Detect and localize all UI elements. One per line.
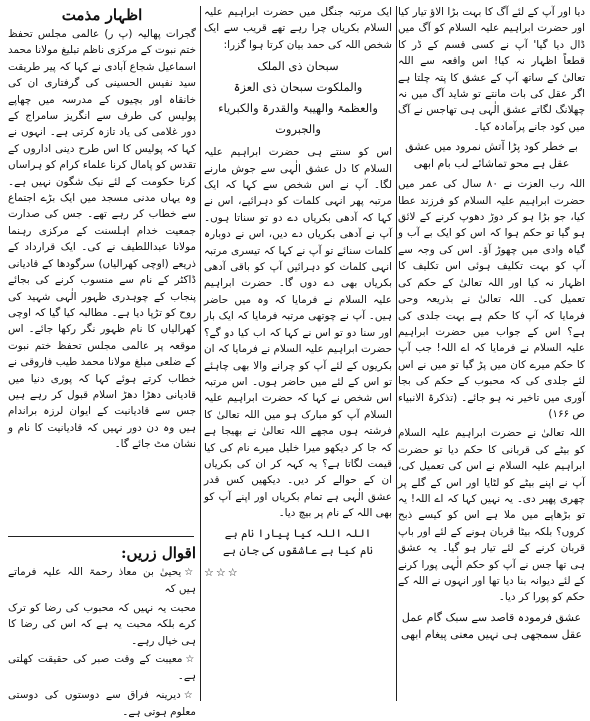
arabic-line: والملکوت سبحان ذی العزۃ (233, 80, 363, 95)
quote-text: یحییٰ بن معاذ رحمۃ اللہ علیہ فرماتے ہیں کہ (8, 566, 196, 596)
end-stars: ☆☆☆ (204, 565, 240, 579)
right-column (398, 4, 585, 703)
verse-line: نام کیا ہے عاشقوں کی جان ہے (223, 543, 373, 557)
poetry-couplet (398, 609, 585, 643)
article-paragraph: دیا اور آپ کے لئے آگ کا بہت بڑا الاؤ تیار کیا اور حضرت ابراہیم علیہ السلام کو آگ میں ڈال دیا گیا' آپ نے کسی قسم کے ڈر کا قطعاً اظہار نہ کیا! اس واقعہ سے اللہ تعالیٰ کے ساتھ آپ کے عشق کا پتہ چلتا ہے اگر عقل کی بات مانتے تو شاید آگ میں نہ چھلانگ لگاتے عشق الٰہی ہی تھاجس نے آگ میں کود جانے پرآمادہ کیا۔ (398, 6, 585, 133)
article-paragraph: اللہ رب العزت نے ۸۰ سال کی عمر میں حضرت ابراہیم علیہ السلام کو فرزند عطا کیا، جو بڑا ہو کر دوڑ دھوپ کرنے کے لائق ہو گیا تو حکم ہوا کہ اس کو ایک بے آب و گیاہ وادی میں چھوڑ آؤ۔ اس کی وجہ سے آپ کو بہت تکلیف ہوئی اس تکلیف کا اظہار نہ کیا اور اللہ تعالیٰ کے حکم کی تعمیل کی۔ اللہ تعالیٰ نے بذریعہ وحی فرمایا کہ آپ کا حکم ہے بہت جلدی کی ہے؟ اس کے جواب میں حضرت ابراہیم علیہ السلام نے فرمایا کہ اے اللہ! جب آپ کا حکم میرے کان میں پڑ گیا تو میں نے اس لئے جلدی کی کہ محبوب کے حکم کی بجا آوری میں تاخیر نہ ہو جائے۔ (تذکرۃ الانبیاء ص ۱۶۶) (398, 178, 585, 420)
verse-line: عقل سمجھی ہی نہیں معنی پیغام ابھی (400, 627, 583, 641)
arabic-line: والعظمۃ والھیبۃ والقدرۃ والکبریاء (218, 101, 378, 116)
quote-item (8, 564, 196, 598)
star-icon: ☆ (183, 689, 196, 701)
verse-line: عشق فرمودہ قاصد سے سبک گام عمل (401, 610, 582, 624)
star-icon: ☆ (184, 567, 196, 578)
verse-line: بے خطر کود پڑا آتش نمرود میں عشق (405, 140, 578, 154)
poetry-couplet (398, 138, 585, 172)
arabic-line: سبحان ذی الملک (257, 59, 339, 74)
quote-text: محبت یہ نہیں کہ محبوب کی رضا کو ترک کرے بلکہ محبت یہ ہے کہ اس کی رضا کا ہی خیال رہے۔ (8, 601, 196, 647)
article-paragraph: اللہ تعالیٰ نے حضرت ابراہیم علیہ السلام کو بیٹے کی قربانی کا حکم دیا تو حضرت ابراہیم علیہ السلام نے اس کی تعمیل کی، آپ نے اپنے بیٹے کو لٹایا اور اس کے گلے پر چھری پھیر دی۔ یہ نہیں کہا کہ اے اللہ! یہ تو بڑھاپے میں ملا ہے اس کو کیسے ذبح کروں؟ بلکہ بیٹا قربان ہونے کے لئے اور باپ قربان کرنے کے لئے تیار ہو گیا۔ یہ عشق ہی تھا جس نے آپ کو حکم الٰہی پورا کرنے کے لئے دیوانہ بنا دیا تھا اور انہوں نے اللہ کے حکم کو پورا کر دیا۔ (398, 427, 585, 604)
news-paragraph: گجرات پھالیہ (پ ر) عالمی مجلس تحفظ ختم نبوت کے مرکزی ناظم تبلیغ مولانا محمد اسماعیل شجاع آبادی نے کہا کہ پیر طریقت سید نفیس الحسینی کی گرفتاری ان کی خانقاہ اور بچیوں کے مدرسہ میں چھاپے پولیس کی طرف سے انگریز سامراج کے دور غلامی کی یاد تازہ کرتی ہے۔ انہوں نے کہا کہ پولیس کا اس طرح دینی اداروں کے تقدس کو پامال کرنا علماء کرام کو ہراساں کرنا حکومت کے لئے نیک شگون نہیں ہے۔ وہ یہاں مدنی مسجد میں ایک بڑے اجتماع سے خطاب کر رہے تھے۔ جس کی صدارت جمعیت خدام اہلسنت کے مرکزی رہنما مولانا عبداللطیف نے کی۔ ایک قرارداد کے ذریعے (اوچی کھرالیاں) سرگودھا کے قادیانی ڈاکٹر کے نام سے منسوب کرنے کی بجائے پنجاب کے چوہدری ظہور الٰہی شہید کی روح کو تڑپا دیا ہے۔ مطالبہ کیا گیا کہ اوچی کھرالیاں کا نام ظہور نگر رکھا جائے۔ اس موقعہ پر عالمی مجلس تحفظ ختم نبوت کے ضلعی مبلغ مولانا محمد طیب فاروقی نے خطاب کرتے ہوئے کہا کہ پوری دنیا میں قادیانی دھڑا دھڑ اسلام قبول کر رہے ہیں جس سے قادیانیت کے ایوان لرزہ براندام ہیں وہ دن دور نہیں کہ قادیانیت کا نام و نشان مٹ جائے گا۔ (8, 28, 196, 451)
quote-text: دیرینہ فراق سے دوستوں کی دوستی معلوم ہوتی ہے۔ (8, 688, 196, 719)
arabic-tasbeeh (204, 56, 392, 140)
quote-text: معیبت کے وقت صبر کی حقیقت کھلتی ہے۔ (8, 653, 196, 683)
quote-item (8, 651, 196, 685)
quotes-box (8, 542, 196, 719)
quote-item (8, 687, 196, 721)
quote-item (8, 600, 196, 649)
verse-line: عقل ہے محو تماشائے لب بام ابھی (413, 157, 570, 171)
star-icon: ☆ (185, 654, 196, 666)
column-divider (396, 6, 397, 701)
verse-line: اللہ اللہ کیا پیارا نام ہے (224, 526, 372, 540)
section-divider (8, 536, 194, 537)
column-divider (200, 6, 201, 701)
article-paragraph: ایک مرتبہ جنگل میں حضرت ابراہیم علیہ السلام بکریاں چرا رہے تھے قریب سے ایک شخص اللہ کی حمد بیان کرتا ہوا گزرا: (204, 6, 392, 51)
article-paragraph: اس کو سنتے ہی حضرت ابراہیم علیہ السلام کا دل عشق الٰہی سے جوش مارنے لگا۔ آپ نے اس شخص سے کہا کہ ایک مرتبہ پھر انہی کلمات کو دہرائیے، اس نے کہا کہ آدھی بکریاں دے دو تو سناتا ہوں۔ آپ نے آدھی بکریاں دے دیں، اس نے دوبارہ کلمات سنائے تو آپ نے کہا کہ تیسری مرتبہ انہی کلمات کو دہرائیں آپ کو باقی آدھی بکریاں بھی دے دوں گا۔ حضرت ابراہیم علیہ السلام نے فرمایا کہ وہ میں حاضر ہیں۔ آپ نے چوتھی مرتبہ فرمایا کہ ایک بار اور سنا دو تو اس نے کہا کہ اب کیا دو گے؟ حضرت ابراہیم علیہ السلام نے فرمایا کہ ان بکریوں کے لئے آپ کو چرانے والا بھی چاہئے تو اس کے لئے میں حاضر ہوں۔ اس مرتبہ اس شخص نے کہا کہ حضرت ابراہیم علیہ السلام آپ کو مبارک ہو میں اللہ تعالیٰ کا فرشتہ ہوں مجھے اللہ تعالیٰ نے بھیجا ہے کہ جا کر دیکھو میرا خلیل میرے نام کی کیا قیمت لگاتا ہے؟ یہ کہہ کر ان کی بکریاں ان کے حوالے کر دیں۔ دیکھیں کس قدر عشق الٰہی ہے تمام بکریاں اور اپنے آپ کو بھی اللہ کے نام پر بیچ دیا۔ (204, 146, 392, 520)
section-heading: اظہار مذمت (61, 6, 143, 24)
arabic-line: والجبروت (275, 122, 321, 137)
poetry-couplet (204, 525, 392, 559)
quotes-heading: اقوال زریں: (121, 544, 196, 562)
middle-column (204, 4, 392, 703)
